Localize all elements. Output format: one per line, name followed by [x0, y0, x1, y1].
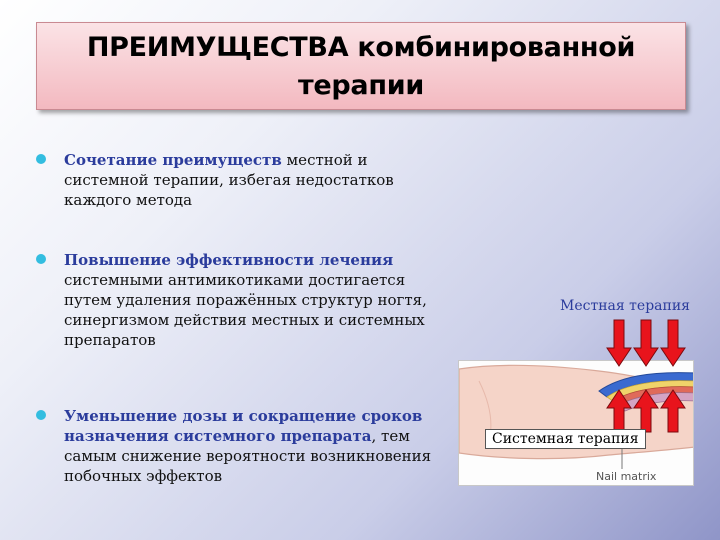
- arrow-up-icon: [634, 390, 658, 432]
- slide-title-line2: терапии: [298, 70, 424, 101]
- arrow-down-icon: [607, 320, 631, 366]
- bullet-highlight: Уменьшение дозы и сокращение сроков назначения системного препарата: [64, 407, 423, 445]
- bullet-highlight: Повышение эффективности лечения: [64, 251, 394, 269]
- slide-title-line1: ПРЕИМУЩЕСТВА комбинированной: [86, 32, 636, 63]
- bullet-text: системными антимикотиками достигается путем удаления поражённых структур ногтя, синергизмом действия местных и системных препаратов: [64, 271, 427, 349]
- bullet-text: , тем самым снижение вероятности возникновения побочных эффектов: [64, 427, 432, 485]
- systemic-therapy-label: Системная терапия: [485, 429, 646, 449]
- arrow-down-icon: [661, 320, 685, 366]
- nail-matrix-label: Nail matrix: [596, 470, 657, 483]
- arrow-up-icon: [661, 390, 685, 432]
- arrow-up-icon: [607, 390, 631, 432]
- bullet-highlight: Сочетание преимуществ: [64, 151, 282, 169]
- bullet-text: местной и системной терапии, избегая недостатков каждого метода: [64, 151, 394, 209]
- arrow-down-icon: [634, 320, 658, 366]
- local-therapy-label: Местная терапия: [560, 298, 690, 314]
